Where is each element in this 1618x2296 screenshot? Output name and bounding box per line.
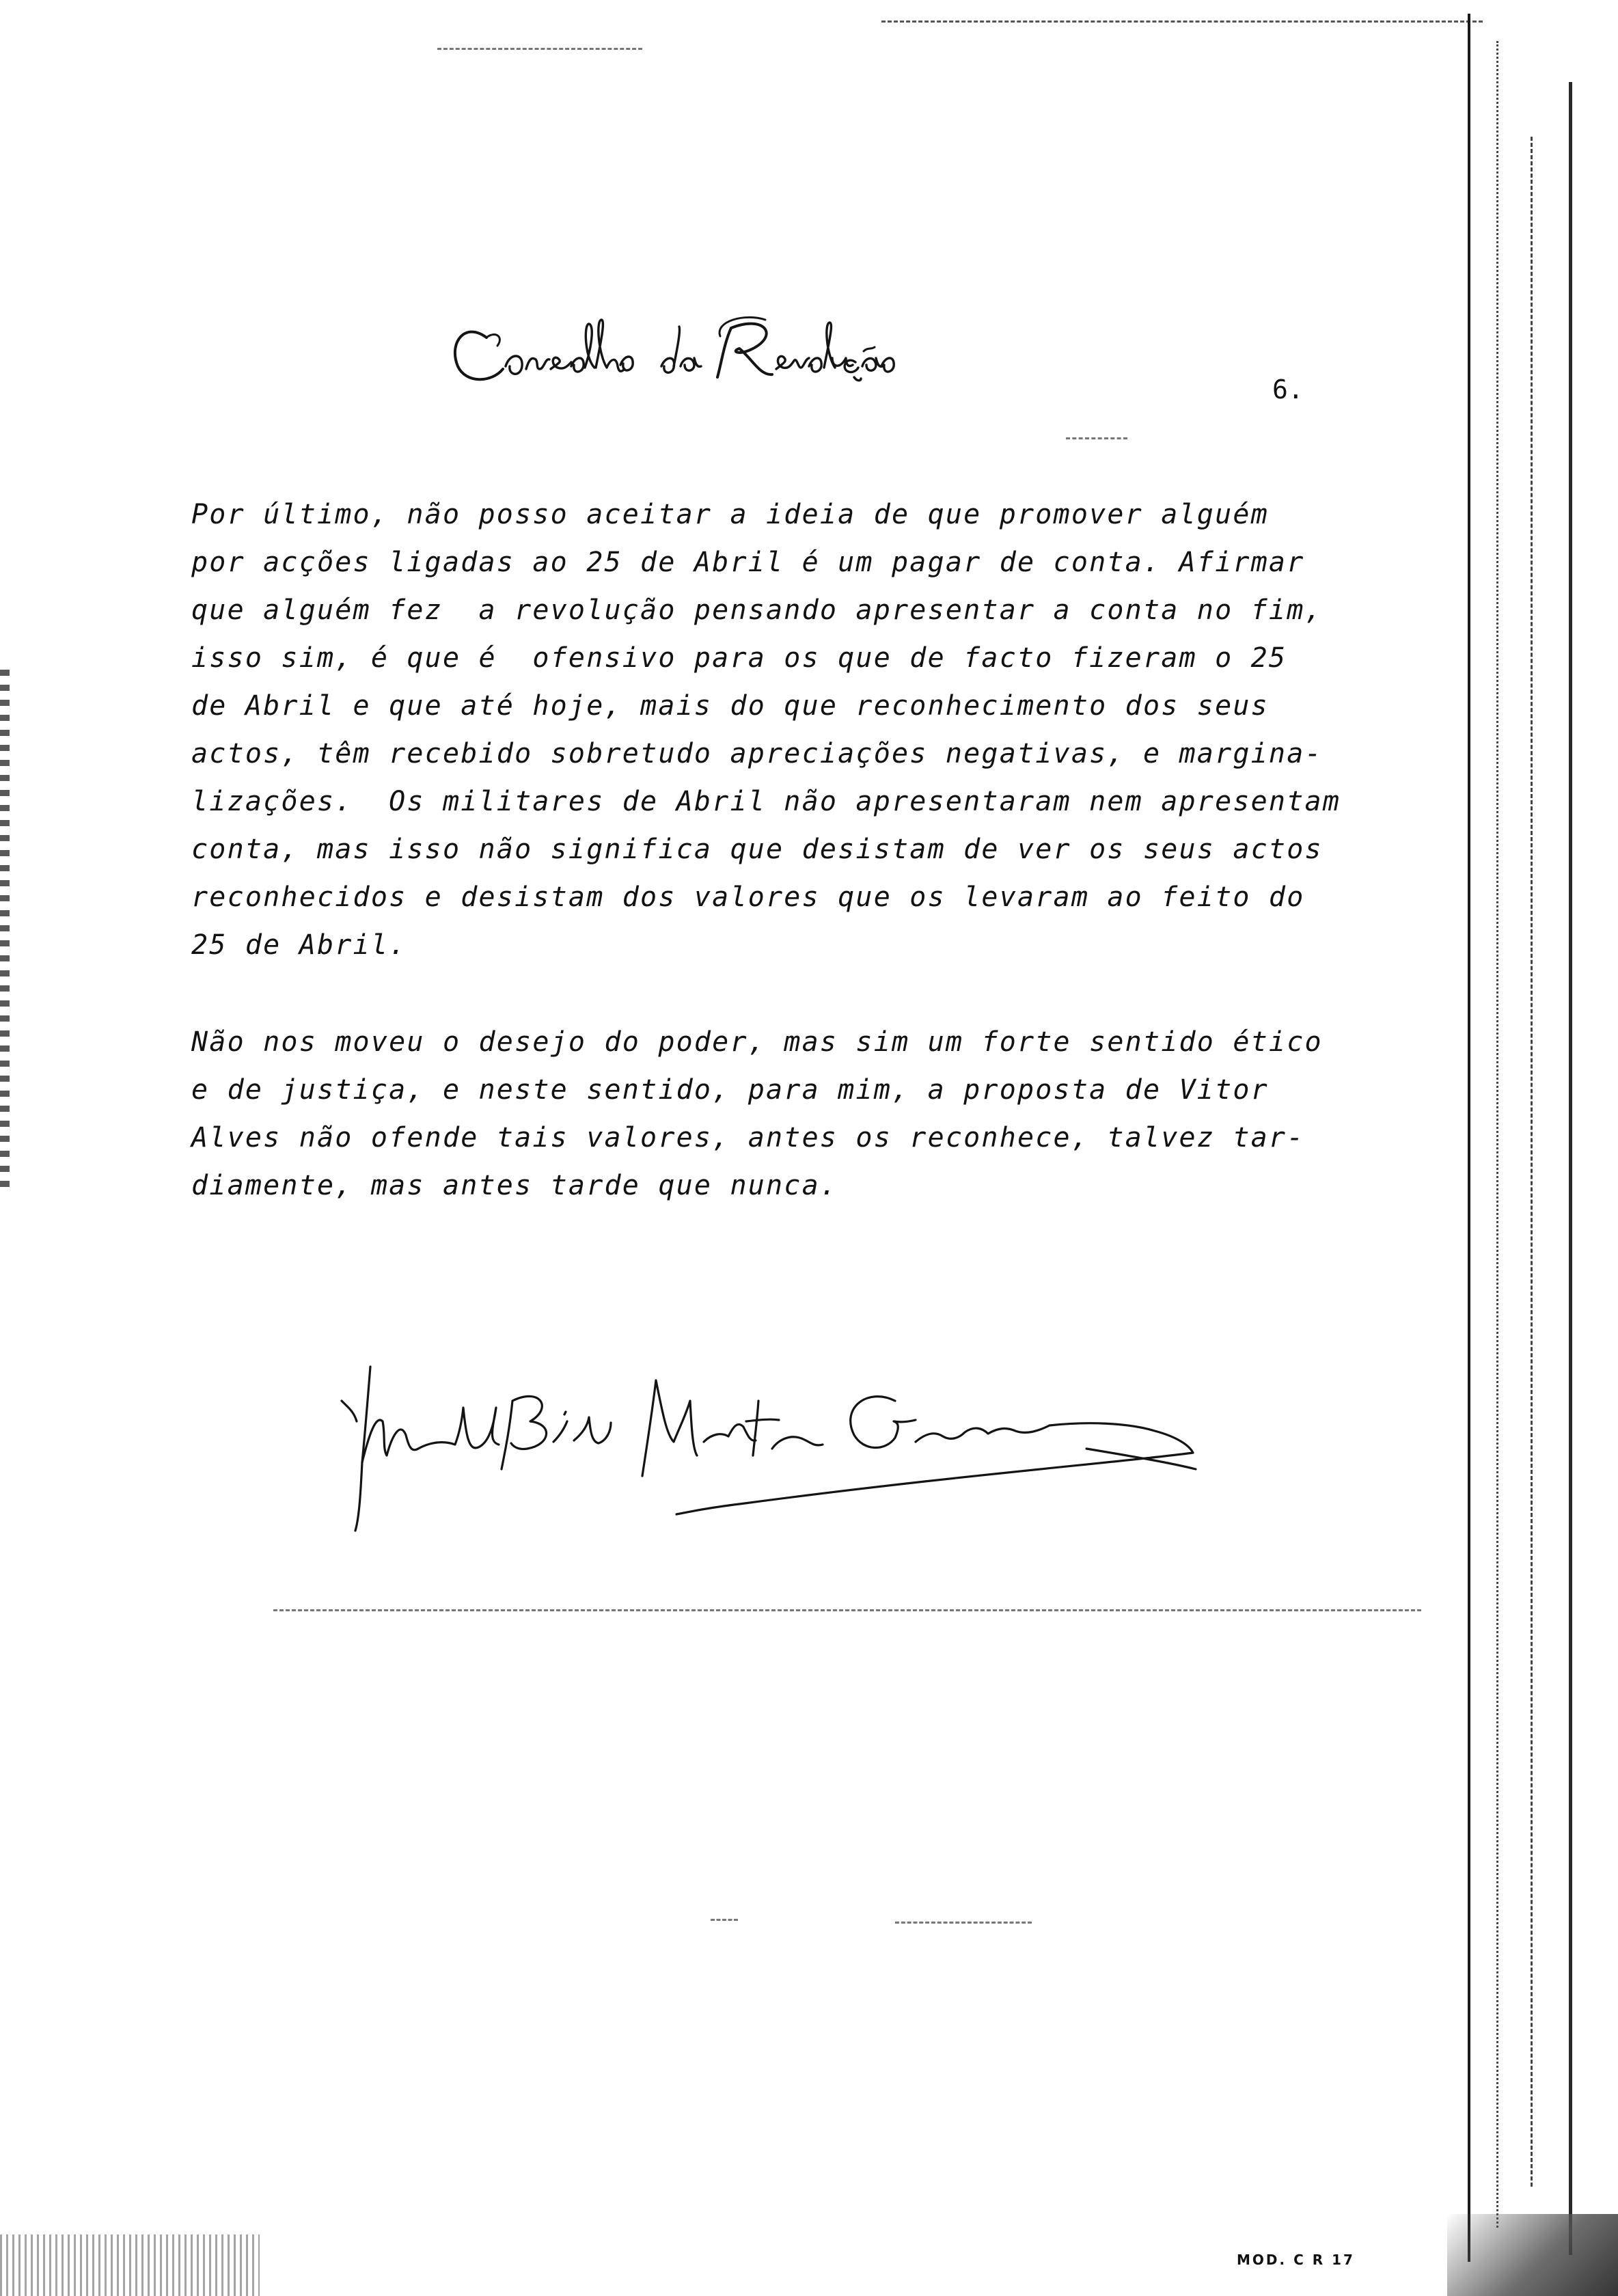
scan-right-edge-line-2 bbox=[1569, 82, 1572, 2255]
scan-right-edge-dots bbox=[1496, 41, 1498, 2228]
page-number: 6. bbox=[1272, 374, 1304, 405]
scan-speck bbox=[437, 48, 642, 50]
scan-speck bbox=[1066, 437, 1127, 439]
text-line: isso sim, é que é ofensivo para os que de facto fizeram o 25 bbox=[191, 642, 1287, 674]
scan-bottom-noise bbox=[0, 2234, 260, 2296]
text-line: de Abril e que até hoje, mais do que reconhecimento dos seus bbox=[191, 690, 1269, 722]
letterhead bbox=[444, 301, 936, 410]
handwritten-signature bbox=[335, 1360, 1223, 1565]
text-line: que alguém fez a revolução pensando apresentar a conta no fim, bbox=[191, 594, 1323, 626]
scan-corner-shadow bbox=[1447, 2214, 1618, 2296]
scan-top-rule bbox=[881, 20, 1483, 23]
scan-right-edge-dots-2 bbox=[1531, 137, 1533, 2187]
text-line: Alves não ofende tais valores, antes os reconhece, talvez tar- bbox=[191, 1122, 1305, 1153]
text-line: Não nos moveu o desejo do poder, mas sim um forte sentido ético bbox=[191, 1026, 1323, 1058]
letterhead-script-graphic bbox=[444, 301, 936, 410]
text-line: conta, mas isso não significa que desistam de ver os seus actos bbox=[191, 834, 1323, 865]
text-line: diamente, mas antes tarde que nunca. bbox=[191, 1170, 838, 1201]
text-line: e de justiça, e neste sentido, para mim, a proposta de Vitor bbox=[191, 1074, 1269, 1106]
text-line: actos, têm recebido sobretudo apreciações negativas, e margina- bbox=[191, 738, 1323, 769]
text-line: lizações. Os militares de Abril não apresentaram nem apresentam bbox=[191, 786, 1341, 817]
text-line: reconhecidos e desistam dos valores que os levaram ao feito do bbox=[191, 882, 1305, 913]
paragraph-recognition bbox=[191, 491, 1462, 969]
text-line: por acções ligadas ao 25 de Abril é um pagar de conta. Afirmar bbox=[191, 547, 1305, 578]
scan-speck bbox=[273, 1609, 1421, 1611]
scan-speck bbox=[711, 1919, 738, 1921]
scan-speck bbox=[895, 1922, 1032, 1924]
letter-body bbox=[191, 491, 1462, 1210]
text-line: 25 de Abril. bbox=[191, 929, 407, 961]
text-line: Por último, não posso aceitar a ideia de que promover alguém bbox=[191, 499, 1269, 530]
signature-graphic bbox=[335, 1360, 1223, 1565]
scan-left-margin-noise bbox=[0, 670, 10, 1189]
scan-right-edge-line bbox=[1468, 14, 1470, 2262]
form-model-code: MOD. C R 17 bbox=[1237, 2252, 1355, 2268]
paragraph-ethics bbox=[191, 1018, 1462, 1210]
